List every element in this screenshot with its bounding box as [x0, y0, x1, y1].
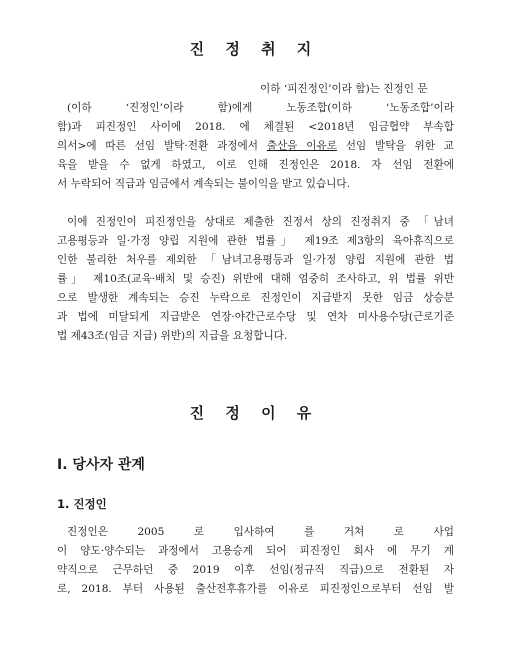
summary-p1-line-2: (이하 ‘진정인’이라 함)에게 노동조합(이하 ‘노동조합’이라: [67, 102, 454, 114]
summary-p2-line-4: 률」 제10조(교육·배치 및 승진) 위반에 대해 엄중히 조사하고, 위 법률 위반: [57, 273, 454, 285]
summary-p2-line-1: 이에 진정인이 피진정인을 상대로 제출한 진정서 상의 진정취지 중 「남녀: [67, 216, 454, 228]
reasons-p1-line-4: 로, 2018. 부터 사용된 출산전후휴가를 이유로 피진정인으로부터 선임 발: [57, 583, 454, 595]
reasons-title: 진 정 이 유: [189, 404, 320, 422]
reasons-p1-line-1: 진정인은 2005 로 입사하여 를 거쳐 로 사업: [67, 526, 454, 538]
underlined-phrase: 출산을 이유로: [266, 140, 337, 152]
summary-p2-line-7: 법 제43조(임금 지급) 위반)의 지급을 요청합니다.: [57, 330, 288, 342]
summary-p2-line-6: 과 법에 미달되게 지급받은 연장·야간근로수당 및 연차 미사용수당(근로기준: [57, 311, 454, 323]
summary-p1-line-1: 이하 ‘피진정인’이라 함)는 진정인 문: [260, 83, 428, 95]
summary-p2-line-5: 으로 발생한 계속되는 승진 누락으로 진정인이 지급받지 못한 임금 상승분: [57, 292, 454, 304]
section-heading: Ⅰ. 당사자 관계: [57, 457, 145, 473]
reasons-p1-line-3: 약직으로 근무하던 중 2019 이후 선임(정규직 직급)으로 전환된 자: [57, 564, 454, 576]
summary-p2-line-2: 고용평등과 일·가정 양립 지원에 관한 법률」 제19조 제3항의 육아휴직으로: [57, 235, 454, 247]
summary-p1-line-4: 의서>에 따른 선임 발탁·전환 과정에서 출산을 이유로 선임 발탁을 위한 교: [57, 140, 454, 152]
summary-p1-line-6: 서 누락되어 직급과 임금에서 계속되는 불이익을 받고 있습니다.: [57, 178, 351, 190]
summary-p1-line-5: 육을 받을 수 없게 하였고, 이로 인해 진정인은 2018. 자 선임 전환에: [57, 159, 454, 171]
subsection-heading: 1. 진정인: [57, 497, 107, 511]
summary-p2-line-3: 인한 불리한 처우를 제외한 「남녀고용평등과 일·가정 양립 지원에 관한 법: [57, 254, 454, 266]
reasons-p1-line-2: 이 양도·양수되는 과정에서 고용승계 되어 피진정인 회사 에 무기 계: [57, 545, 454, 557]
summary-p1-line-3: 함)과 피진정인 사이에 2018. 에 체결된 <2018년 임금협약 부속합: [57, 121, 454, 133]
summary-title: 진 정 취 지: [189, 40, 320, 58]
